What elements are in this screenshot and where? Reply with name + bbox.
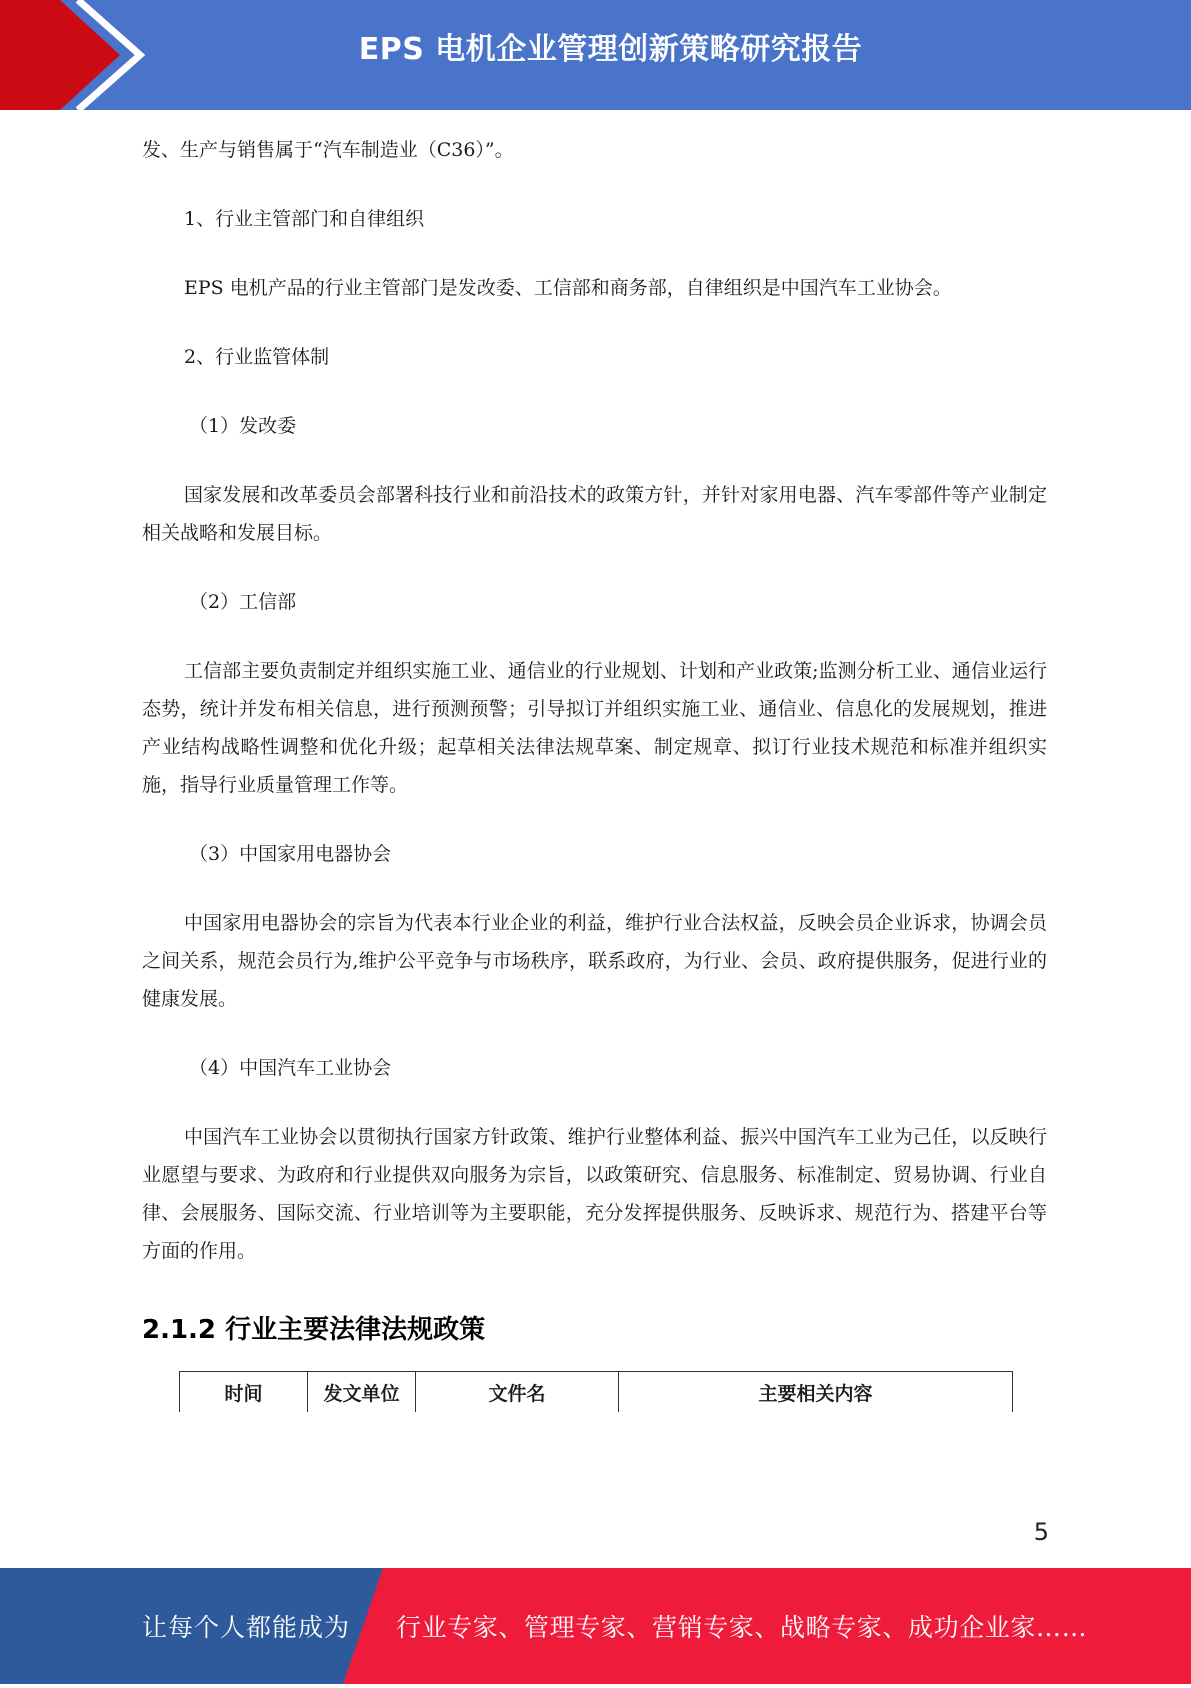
table-header-content: 主要相关内容 bbox=[619, 1372, 1013, 1413]
footer-slogan-left: 让每个人都能成为 bbox=[142, 1613, 351, 1642]
item-2-heading: 2、行业监管体制 bbox=[184, 346, 330, 368]
page-number: 5 bbox=[1033, 1518, 1049, 1546]
sub-2-paragraph: 工信部主要负责制定并组织实施工业、通信业的行业规划、计划和产业政策;监测分析工业、通信业运行态势，统计并发布相关信息，进行预测预警；引导拟订并组织实施工业、通信业、信息化的发展规划，推进产业结构战略性调整和优化升级；起草相关法律法规草案、制定规章、拟订行业技术规范和标准并组织实施，指导行业质量管理工作等。 bbox=[142, 660, 1047, 796]
sub-3-paragraph: 中国家用电器协会的宗旨为代表本行业企业的利益，维护行业合法权益，反映会员企业诉求，协调会员之间关系，规范会员行为,维护公平竞争与市场秩序，联系政府，为行业、会员、政府提供服务，促进行业的健康发展。 bbox=[142, 912, 1047, 1010]
table-header-document: 文件名 bbox=[416, 1372, 619, 1413]
sub-1-heading: （1）发改委 bbox=[189, 415, 297, 437]
law-policy-table bbox=[179, 1371, 1013, 1412]
sub-1-paragraph: 国家发展和改革委员会部署科技行业和前沿技术的政策方针，并针对家用电器、汽车零部件等产业制定相关战略和发展目标。 bbox=[142, 484, 1047, 544]
sub-4-heading: （4）中国汽车工业协会 bbox=[189, 1057, 392, 1079]
sub-3-heading: （3）中国家用电器协会 bbox=[189, 843, 392, 865]
item-1-heading: 1、行业主管部门和自律组织 bbox=[184, 208, 425, 230]
paragraph-continuation: 发、生产与销售属于“汽车制造业（C36）”。 bbox=[142, 139, 514, 161]
footer-slogan-right: 行业专家、管理专家、营销专家、战略专家、成功企业家…… bbox=[396, 1613, 1088, 1642]
page-body bbox=[142, 131, 1047, 1350]
table-header-row bbox=[180, 1372, 1013, 1413]
section-heading: 2.1.2 行业主要法律法规政策 bbox=[142, 1315, 486, 1345]
table-header-issuer: 发文单位 bbox=[308, 1372, 416, 1413]
report-title: EPS 电机企业管理创新策略研究报告 bbox=[358, 32, 863, 67]
sub-4-paragraph: 中国汽车工业协会以贯彻执行国家方针政策、维护行业整体利益、振兴中国汽车工业为己任，以反映行业愿望与要求、为政府和行业提供双向服务为宗旨，以政策研究、信息服务、标准制定、贸易协调、行业自律、会展服务、国际交流、行业培训等为主要职能，充分发挥提供服务、反映诉求、规范行为、搭建平台等方面的作用。 bbox=[142, 1126, 1047, 1262]
sub-2-heading: （2）工信部 bbox=[189, 591, 297, 613]
footer-banner bbox=[0, 1568, 1191, 1684]
header-banner bbox=[0, 0, 1191, 110]
item-1-paragraph: EPS 电机产品的行业主管部门是发改委、工信部和商务部，自律组织是中国汽车工业协会。 bbox=[184, 277, 952, 299]
table-header-time: 时间 bbox=[180, 1372, 308, 1413]
